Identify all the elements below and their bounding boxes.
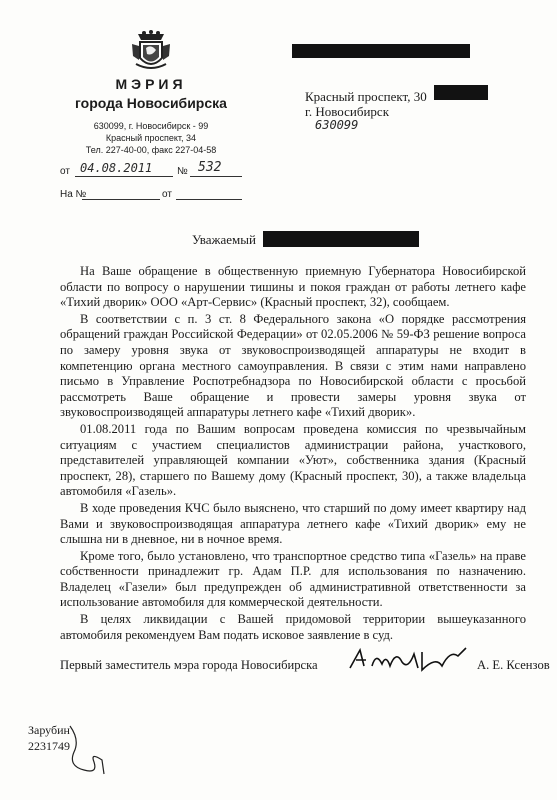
paragraph: В соответствии с п. 3 ст. 8 Федерального закона «О порядке рассмотрения обращений граждан Российской Федерации» от 02.05.2006 № 59-ФЗ решение вопроса по замеру уровня звука от звуковоспроизводящей аппаратуры не входит в компетенцию органа местного самоуправления. В связи с этим нами направлено письмо в Управление Роспотребнадзора по Новосибирской области с просьбой рассмотреть Ваше обращение и провести замеры уровня звука от звуковоспроизводящей аппаратуры летнего кафе «Тихий дворик». [60,311,526,420]
date-value: 04.08.2011 [80,161,153,175]
executor-phone: 2231749 [28,739,70,753]
executor-name: Зарубин [28,723,70,737]
paragraph: На Ваше обращение в общественную приемную Губернатора Новосибирской области по вопросу о нарушении тишины и покоя граждан от работы летнего кафе «Тихий дворик» ООО «Арт-Сервис» (Красный проспект, 32), сообщаем. [60,264,526,310]
ref-from: от [162,189,172,200]
initials-scribble [64,722,108,780]
paragraph: Кроме того, было установлено, что транспортное средство типа «Газель» на праве собственности принадлежит гр. Адам П.Р. для использования по назначению. Владелец «Газели» был предупрежден об административной ответственности за использование автомобиля для коммерческой деятельности. [60,548,526,610]
recipient-street: Красный проспект, 30 [305,89,427,104]
redaction-bar [292,44,470,58]
org-address-street: Красный проспект, 34 [105,133,197,143]
ref-number-line [82,185,160,200]
number-value: 532 [198,160,222,175]
paragraph: В ходе проведения КЧС было выяснено, что старший по дому имеет квартиру над Вами и звуковоспроизводящая аппаратура летнего кафе «Тихий дворик» ему не слышна ни в дневное, ни в ночное время. [60,500,526,547]
paragraph: В целях ликвидации с Вашей придомовой территории вышеуказанного автомобиля рекомендуем Вам подать исковое заявление в суд. [60,612,526,642]
salutation: Уважаемый [192,232,256,247]
redaction-bar [263,231,419,247]
org-address-postal: 630099, г. Новосибирск - 99 [93,121,209,131]
coat-of-arms-icon [128,30,174,72]
recipient-postcode: 630099 [315,118,359,132]
org-phone: Тел. 227-40-00, факс 227-04-58 [85,145,217,155]
org-city: города Новосибирска [75,95,227,111]
signature-title: Первый заместитель мэра города Новосибирска [60,658,318,672]
date-prefix: от [60,166,70,177]
letter-body [60,264,526,644]
redaction-bar [434,85,488,100]
recipient-city: г. Новосибирск [305,104,390,119]
number-prefix: № [177,166,188,177]
signatory-name: А. Е. Ксензов [477,658,550,672]
signature-scribble [346,646,472,674]
ref-prefix: На № [60,189,87,200]
ref-date-line [176,185,242,200]
paragraph: 01.08.2011 года по Вашим вопросам проведена комиссия по чрезвычайным ситуациям с участием специалистов администрации района, участкового, представителей управляющей компании «Уют», собственника здания (Красный проспект, 28), старшего по Вашему дому (Красный проспект, 30), а также владельца автомобиля «Газель». [60,421,526,499]
org-name: МЭРИЯ [115,76,187,92]
